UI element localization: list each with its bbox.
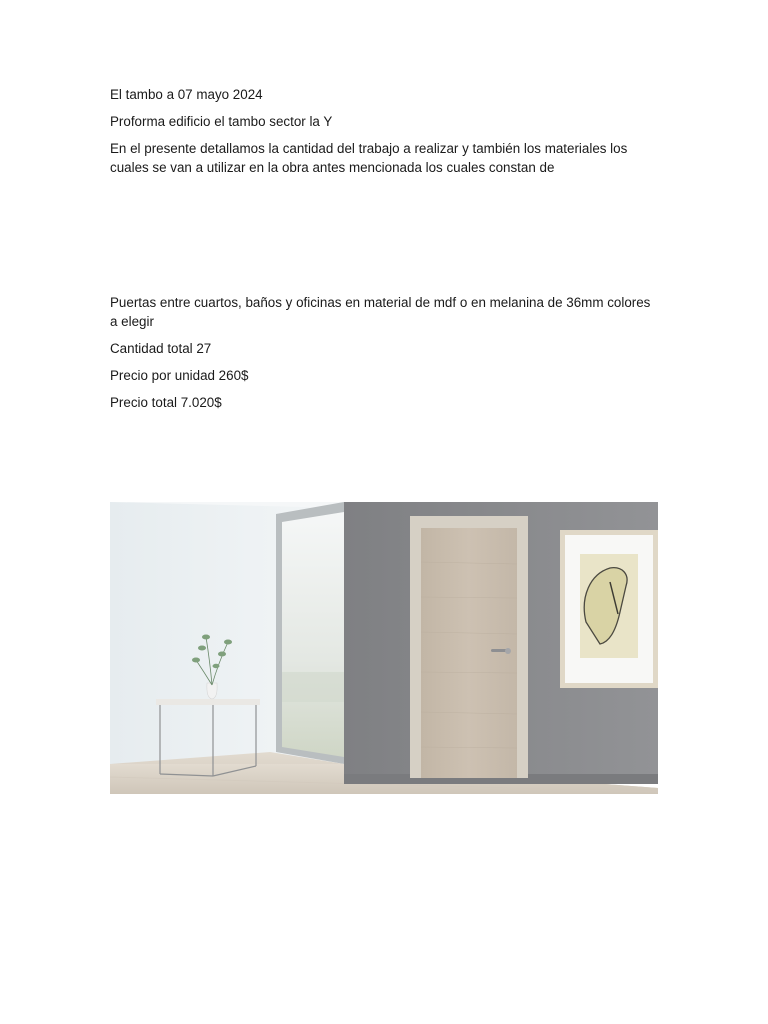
unit-price-line: Precio por unidad 260$ [110, 368, 249, 383]
door-photo-drawing [110, 502, 658, 794]
item-description: Puertas entre cuartos, baños y oficinas en material de mdf o en melanina de 36mm colores a elegir [110, 295, 651, 329]
total-price-line: Precio total 7.020$ [110, 395, 222, 410]
quantity-line: Cantidad total 27 [110, 341, 212, 356]
door-photo [110, 502, 658, 794]
date-line: El tambo a 07 mayo 2024 [110, 87, 263, 102]
intro-paragraph: En el presente detallamos la cantidad del trabajo a realizar y también los materiales los cuales se van a utilizar en la obra antes mencionada los cuales constan de [110, 141, 628, 175]
proforma-title: Proforma edificio el tambo sector la Y [110, 114, 333, 129]
